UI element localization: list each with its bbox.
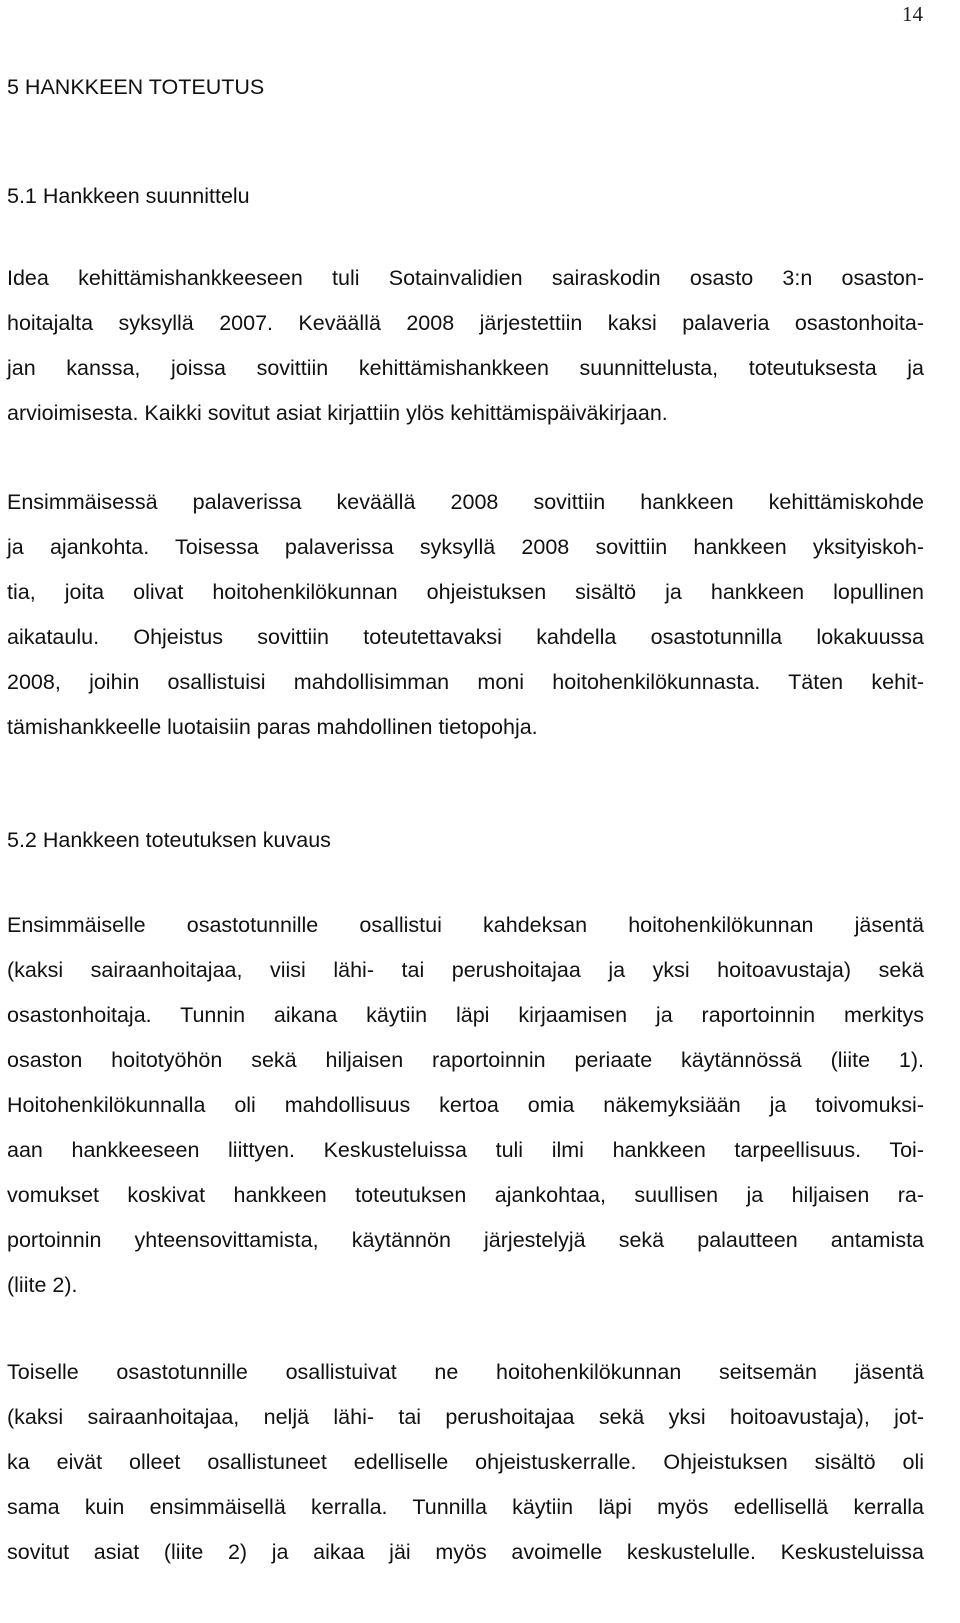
text-line: ja ajankohta. Toisessa palaverissa syksyllä 2008 sovittiin hankkeen yksityiskoh- xyxy=(7,535,924,559)
text-line: (liite 2). xyxy=(7,1273,78,1297)
paragraph-5-1-a xyxy=(7,256,924,436)
text-line: hoitajalta syksyllä 2007. Keväällä 2008 järjestettiin kaksi palaveria osastonhoita- xyxy=(7,311,924,335)
text-line: aikataulu. Ohjeistus sovittiin toteutettavaksi kahdella osastotunnilla lokakuussa xyxy=(7,625,924,649)
text-line: sovitut asiat (liite 2) ja aikaa jäi myös avoimelle keskustelulle. Keskusteluissa xyxy=(7,1540,924,1564)
text-line: osaston hoitotyöhön sekä hiljaisen raportoinnin periaate käytännössä (liite 1). xyxy=(7,1048,924,1072)
text-line: (kaksi sairaanhoitajaa, viisi lähi- tai perushoitajaa ja yksi hoitoavustaja) sekä xyxy=(7,958,924,982)
text-line: (kaksi sairaanhoitajaa, neljä lähi- tai perushoitajaa sekä yksi hoitoavustaja), jot- xyxy=(7,1405,924,1429)
paragraph-5-2-b xyxy=(7,1350,924,1575)
section-5-2-heading: 5.2 Hankkeen toteutuksen kuvaus xyxy=(7,828,331,852)
text-line: arvioimisesta. Kaikki sovitut asiat kirjattiin ylös kehittämispäiväkirjaan. xyxy=(7,401,668,425)
text-line: Ensimmäisessä palaverissa keväällä 2008 sovittiin hankkeen kehittämiskohde xyxy=(7,490,924,514)
text-line: Toiselle osastotunnille osallistuivat ne hoitohenkilökunnan seitsemän jäsentä xyxy=(7,1360,924,1384)
text-line: jan kanssa, joissa sovittiin kehittämishankkeen suunnittelusta, toteutuksesta ja xyxy=(7,356,924,380)
text-line: Hoitohenkilökunnalla oli mahdollisuus kertoa omia näkemyksiään ja toivomuksi- xyxy=(7,1093,924,1117)
text-line: portoinnin yhteensovittamista, käytännön järjestelyjä sekä palautteen antamista xyxy=(7,1228,924,1252)
text-line: tämishankkeelle luotaisiin paras mahdollinen tietopohja. xyxy=(7,715,538,739)
paragraph-5-1-b xyxy=(7,480,924,750)
text-line: Idea kehittämishankkeeseen tuli Sotainvalidien sairaskodin osasto 3:n osaston- xyxy=(7,266,924,290)
text-line: ka eivät olleet osallistuneet edelliselle ohjeistuskerralle. Ohjeistuksen sisältö oli xyxy=(7,1450,924,1474)
paragraph-5-2-a xyxy=(7,903,924,1308)
text-line: tia, joita olivat hoitohenkilökunnan ohjeistuksen sisältö ja hankkeen lopullinen xyxy=(7,580,924,604)
section-5-1-heading: 5.1 Hankkeen suunnittelu xyxy=(7,184,250,208)
section-5-heading: 5 HANKKEEN TOTEUTUS xyxy=(7,75,265,99)
text-line: 2008, joihin osallistuisi mahdollisimman moni hoitohenkilökunnasta. Täten kehit- xyxy=(7,670,924,694)
text-line: aan hankkeeseen liittyen. Keskusteluissa tuli ilmi hankkeen tarpeellisuus. Toi- xyxy=(7,1138,924,1162)
text-line: sama kuin ensimmäisellä kerralla. Tunnilla käytiin läpi myös edellisellä kerralla xyxy=(7,1495,924,1519)
text-line: vomukset koskivat hankkeen toteutuksen ajankohtaa, suullisen ja hiljaisen ra- xyxy=(7,1183,924,1207)
text-line: osastonhoitaja. Tunnin aikana käytiin läpi kirjaamisen ja raportoinnin merkitys xyxy=(7,1003,924,1027)
text-line: Ensimmäiselle osastotunnille osallistui kahdeksan hoitohenkilökunnan jäsentä xyxy=(7,913,924,937)
page-number: 14 xyxy=(902,2,923,26)
